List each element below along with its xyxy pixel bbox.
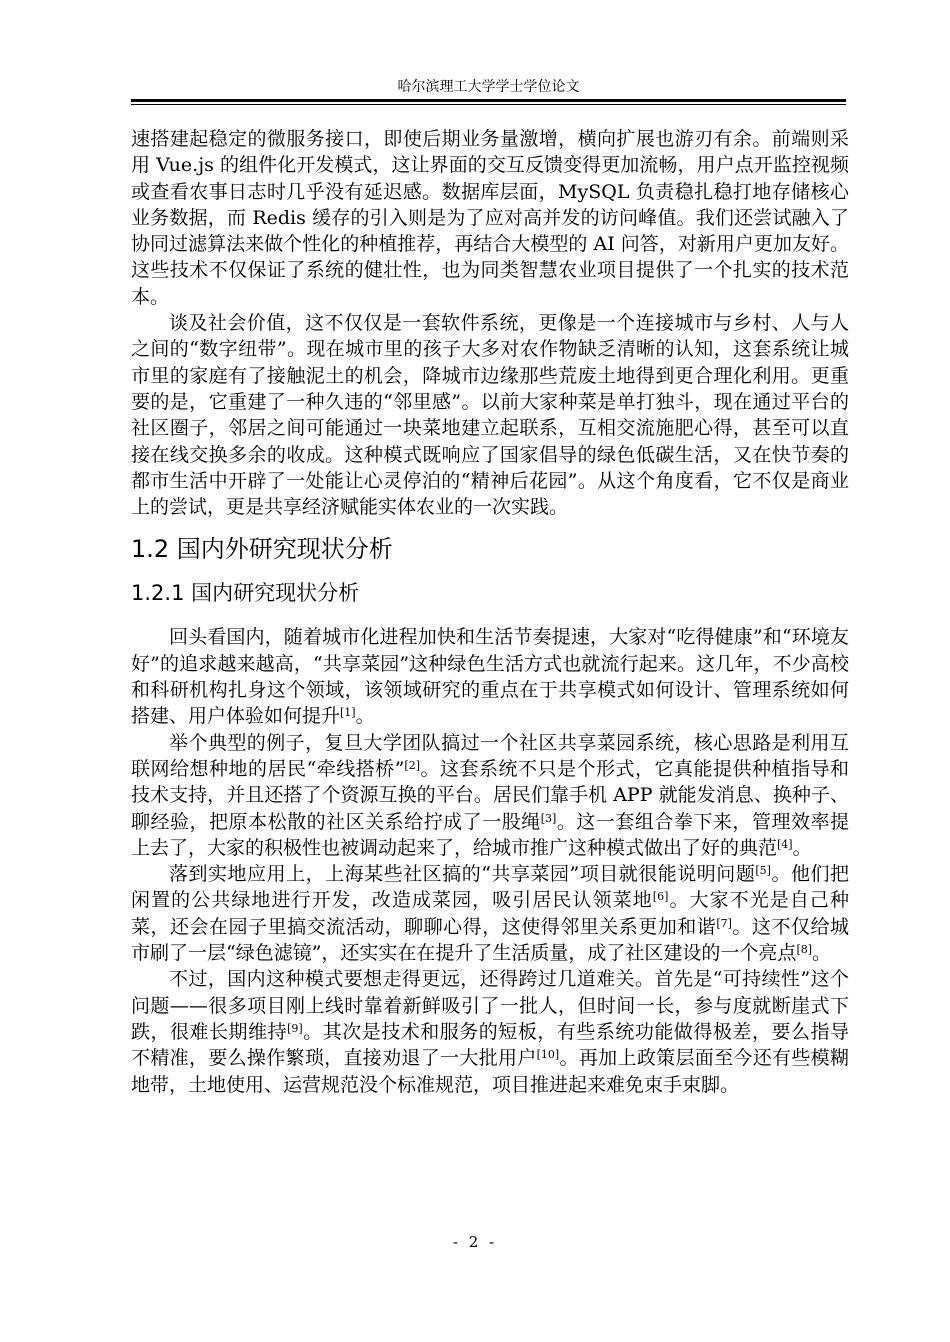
citation-ref: [8] bbox=[796, 943, 813, 957]
citation-ref: [7] bbox=[716, 916, 732, 930]
paragraph-challenges: 不过，国内这种模式要想走得更远，还得跨过几道难关。首先是“可持续性”这个问题——很多项目刚上线时靠着新鲜吸引了一批人，但时间一长，参与度就断崖式下跌，很难长期维持[9]。其次是技术和服务的短板，有些系统功能做得极差，要么指导不精准，要么操作繁琐，直接劝退了一大批用户[10]。再加上政策层面至今还有些模糊地带，土地使用、运营规范没个标准规范，项目推进起来难免束手束脚。 bbox=[131, 968, 849, 1096]
header-rule-thick bbox=[131, 99, 846, 102]
body-text bbox=[131, 126, 849, 1098]
citation-ref: [4] bbox=[777, 837, 793, 851]
citation-ref: [9] bbox=[287, 1021, 303, 1035]
paragraph-shanghai-example: 落到实地应用上，上海某些社区搞的“共享菜园”项目就很能说明问题[5]。他们把闲置的公共绿地进行开发，改造成菜园，吸引居民认领菜地[6]。大家不光是自己种菜，还会在园子里搞交流活动，聊聊心得，这使得邻里关系更加和谐[7]。这不仅给城市刷了一层“绿色滤镜”，还实实在在提升了生活质量，成了社区建设的一个亮点[8]。 bbox=[131, 863, 849, 965]
citation-ref: [10] bbox=[536, 1048, 560, 1062]
citation-ref: [1] bbox=[340, 706, 356, 720]
page-number: - 2 - bbox=[452, 1233, 498, 1251]
citation-ref: [3] bbox=[540, 811, 557, 825]
header-rule-thin bbox=[131, 104, 846, 105]
section-heading-1-2: 1.2 国内外研究现状分析 bbox=[131, 535, 393, 564]
paragraph-fudan-example: 举个典型的例子，复旦大学团队搞过一个社区共享菜园系统，核心思路是利用互联网给想种地的居民“牵线搭桥”[2]。这套系统不只是个形式，它真能提供种植指导和技术支持，并且还搭了个资源互换的平台。居民们靠手机 APP 就能发消息、换种子、聊经验，把原本松散的社区关系给拧成了一股绳[3]。这一套组合拳下来，管理效率提上去了，大家的积极性也被调动起来了，给城市推广这种模式做出了好的典范[4]。 bbox=[131, 731, 849, 859]
running-header: 哈尔滨理工大学学士学位论文 bbox=[397, 79, 580, 95]
paragraph-tech-summary: 速搭建起稳定的微服务接口，即使后期业务量激增，横向扩展也游刃有余。前端则采用 Vue.js 的组件化开发模式，这让界面的交互反馈变得更加流畅，用户点开监控视频或查看农事日志时几乎没有延迟感。数据库层面，MySQL 负责稳扎稳打地存储核心业务数据，而 Redis 缓存的引入则是为了应对高并发的访问峰值。我们还尝试融入了协同过滤算法来做个性化的种植推荐，再结合大模型的 AI 问答，对新用户更加友好。这些技术不仅保证了系统的健壮性，也为同类智慧农业项目提供了一个扎实的技术范本。 bbox=[131, 128, 849, 308]
citation-ref: [2] bbox=[404, 758, 421, 772]
citation-ref: [5] bbox=[755, 864, 771, 878]
paragraph-social-value: 谈及社会价值，这不仅仅是一套软件系统，更像是一个连接城市与乡村、人与人之间的“数字纽带”。现在城市里的孩子大多对农作物缺乏清晰的认知，这套系统让城市里的家庭有了接触泥土的机会，降城市边缘那些荒废土地得到更合理化利用。更重要的是，它重建了一种久违的“邻里感”。以前大家种菜是单打独斗，现在通过平台的社区圈子，邻居之间可能通过一块菜地建立起联系，互相交流施肥心得，甚至可以直接在线交换多余的收成。这种模式既响应了国家倡导的绿色低碳生活，又在快节奏的都市生活中开辟了一处能让心灵停泊的“精神后花园”。从这个角度看，它不仅是商业上的尝试，更是共享经济赋能实体农业的一次实践。 bbox=[131, 312, 849, 519]
citation-ref: [6] bbox=[652, 890, 669, 904]
subsection-heading-1-2-1: 1.2.1 国内研究现状分析 bbox=[131, 581, 360, 606]
paragraph-domestic-overview: 回头看国内，随着城市化进程加快和生活节奏提速，大家对“吃得健康”和“环境友好”的追求越来越高，“共享菜园”这种绿色生活方式也就流行起来。这几年，不少高校和科研机构扎身这个领域，该领域研究的重点在于共享模式如何设计、管理系统如何搭建、用户体验如何提升[1]。 bbox=[131, 626, 849, 728]
